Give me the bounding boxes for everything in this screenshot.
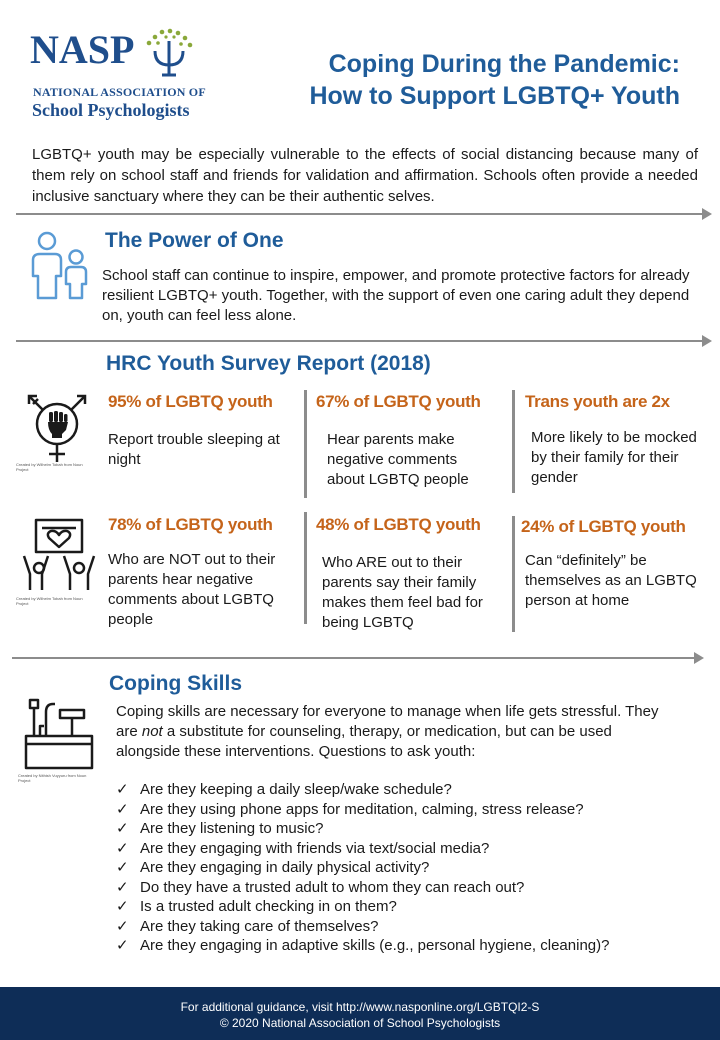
- intro-paragraph: LGBTQ+ youth may be especially vulnerable to the effects of social distancing because many of them rely on school staff and friends for validation and affirmation. Schools often provide a needed inclusive sanctuary where they can be their authentic selves.: [32, 146, 698, 205]
- stat-description: Who ARE out to their parents say their family makes them feel bad for being LGBTQ: [322, 554, 483, 631]
- question-text: Are they using phone apps for meditation, calming, stress release?: [140, 800, 584, 818]
- check-icon: ✓: [116, 937, 129, 954]
- stat-headline: 78% of LGBTQ youth: [108, 515, 273, 534]
- check-icon: ✓: [116, 859, 129, 876]
- list-item: [116, 819, 609, 839]
- adult-child-icon: [28, 230, 94, 302]
- check-icon: ✓: [116, 781, 129, 798]
- question-text: Are they keeping a daily sleep/wake schedule?: [140, 781, 452, 798]
- heart-screen-people-icon: [18, 516, 100, 596]
- title-line-2: How to Support LGBTQ+ Youth: [309, 82, 680, 110]
- icon-credit: Created by Wilhelm Tobah from Noun Project: [16, 596, 83, 606]
- list-item: [116, 800, 609, 820]
- stat-headline: 48% of LGBTQ youth: [316, 515, 481, 534]
- check-icon: ✓: [116, 917, 129, 935]
- title-line-1: Coping During the Pandemic:: [328, 50, 680, 78]
- question-text: Are they listening to music?: [140, 820, 324, 837]
- footer: [0, 987, 720, 1040]
- question-text: Are they engaging in daily physical activity?: [140, 859, 430, 876]
- column-divider: [512, 516, 515, 632]
- logo-org-line: NATIONAL ASSOCIATION OF: [33, 85, 206, 99]
- divider-arrow: [12, 657, 702, 659]
- power-text: School staff can continue to inspire, empower, and promote protective factors for already resilient LGBTQ+ youth. Together, with the support of even one caring adult they depend on, youth can feel less alone.: [102, 267, 690, 324]
- stat-headline: 67% of LGBTQ youth: [316, 392, 481, 411]
- column-divider: [304, 390, 307, 498]
- stat-description: More likely to be mocked by their family for their gender: [531, 429, 697, 486]
- power-heading: The Power of One: [105, 229, 284, 252]
- survey-heading: HRC Youth Survey Report (2018): [106, 352, 431, 375]
- divider-arrow: [16, 213, 710, 215]
- question-text: Are they taking care of themselves?: [140, 917, 379, 935]
- logo-org-name: School Psychologists: [32, 100, 190, 120]
- column-divider: [304, 512, 307, 624]
- list-item: [116, 858, 609, 878]
- toolbox-icon: [20, 696, 100, 772]
- check-icon: ✓: [116, 898, 129, 915]
- stat-description: Who are NOT out to their parents hear negative comments about LGBTQ people: [108, 551, 276, 628]
- list-item: [116, 917, 609, 937]
- footer-guidance-link[interactable]: For additional guidance, visit http://www.nasponline.org/LGBTQI2-S: [180, 1000, 540, 1014]
- logo-acronym: NASP: [30, 27, 135, 72]
- footer-copyright: © 2020 National Association of School Psychologists: [219, 1016, 501, 1030]
- check-icon: ✓: [116, 820, 129, 837]
- psi-logo-icon: [140, 27, 196, 83]
- question-text: Do they have a trusted adult to whom they can reach out?: [140, 878, 525, 896]
- check-icon: ✓: [116, 800, 129, 818]
- stat-headline: 95% of LGBTQ youth: [108, 392, 273, 411]
- column-divider: [512, 390, 515, 493]
- icon-credit: Created by Wilhelm Tobah from Noun Project: [16, 462, 83, 472]
- coping-intro-end: a substitute for counseling, therapy, or medication, but can be used alongside these interventions. Questions to ask youth:: [116, 723, 612, 760]
- list-item: [116, 780, 609, 800]
- list-item: [116, 878, 609, 898]
- coping-intro-emphasis: not: [141, 723, 163, 740]
- gender-fist-icon: [16, 386, 98, 470]
- coping-intro-start: Coping skills are necessary for everyone to manage when life gets stressful. They are: [116, 703, 659, 740]
- page-title: [309, 48, 680, 112]
- question-list: [116, 780, 609, 956]
- stat-description: Can “definitely” be themselves as an LGBTQ person at home: [525, 552, 697, 609]
- divider-arrow: [16, 340, 710, 342]
- check-icon: ✓: [116, 878, 129, 896]
- stat-description: Report trouble sleeping at night: [108, 431, 280, 468]
- coping-intro: [116, 702, 676, 762]
- stat-description: Hear parents make negative comments about LGBTQ people: [327, 431, 469, 488]
- stat-headline: Trans youth are 2x: [525, 392, 670, 411]
- list-item: [116, 897, 609, 917]
- list-item: [116, 936, 609, 956]
- coping-heading: Coping Skills: [109, 672, 243, 695]
- question-text: Is a trusted adult checking in on them?: [140, 898, 397, 915]
- question-text: Are they engaging with friends via text/social media?: [140, 839, 490, 857]
- stat-headline: 24% of LGBTQ youth: [521, 517, 686, 536]
- icon-credit: Created by Nithish Vuyyuru from Noun Project: [18, 773, 87, 783]
- list-item: [116, 839, 609, 859]
- question-text: Are they engaging in adaptive skills (e.g., personal hygiene, cleaning)?: [140, 937, 610, 954]
- check-icon: ✓: [116, 839, 129, 857]
